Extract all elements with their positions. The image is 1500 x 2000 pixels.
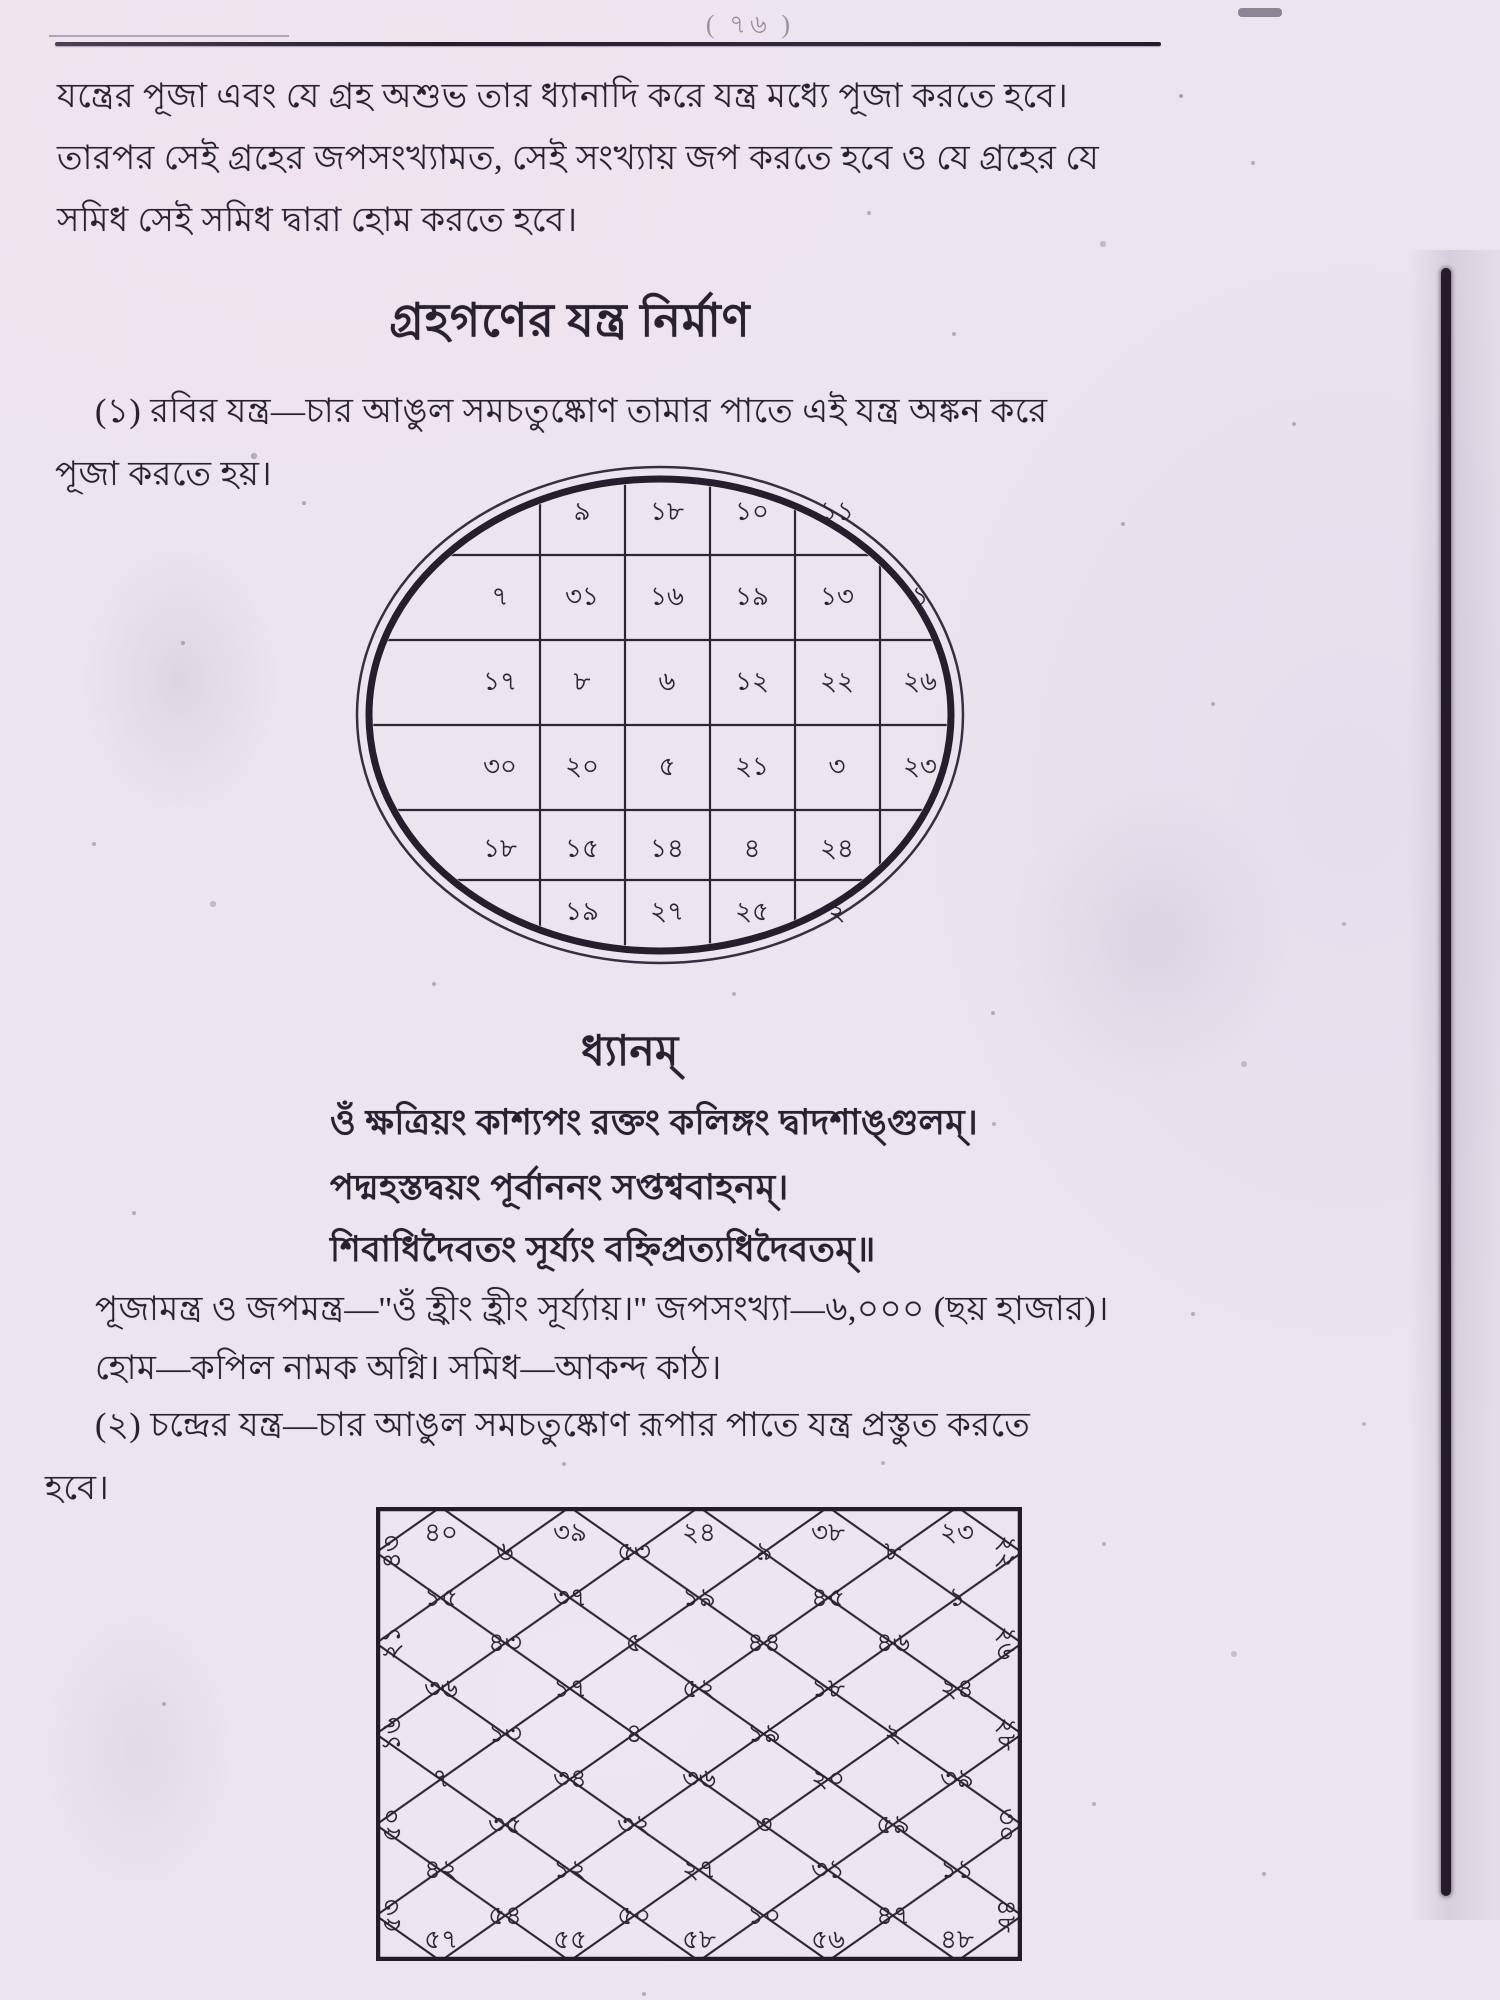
moon-yantra-diagram [376,1507,1022,1961]
yantra-number: ৫০ [617,1901,651,1930]
yantra-number: ১৮ [650,497,684,526]
scan-smudge [80,540,280,820]
yantra-number: ৪৫ [811,1583,845,1612]
dhyanam-heading: ধ্যানম্ [581,1029,679,1075]
yantra-number: ১৪ [650,834,684,863]
yantra-number: ২ [884,1719,902,1748]
yantra-number: ১৫ [565,834,599,863]
yantra-number: ২৪ [682,1518,716,1547]
yantra-number: ৪ [743,834,761,863]
yantra-number: ২১ [377,1626,406,1660]
yantra-number: ১ [911,582,929,611]
yantra-number: ১৬ [377,1717,406,1751]
intro-line-3: সমিধ সেই সমিধ দ্বারা হোম করতে হবে। [57,202,578,239]
yantra-number: ৪২ [424,1855,458,1884]
yantra-number: ৩৪ [553,1764,587,1793]
yantra-number: ১৯ [682,1583,716,1612]
yantra-number: ১৭ [553,1674,587,1703]
yantra-number: ১৭ [483,667,517,696]
yantra-number: ১ [948,1583,966,1612]
scan-noise-speckles [0,0,2,2]
page-number: ( ৭৬ ) [705,10,795,39]
yantra-number: ১৮ [811,1674,845,1703]
yantra-number: ১৯ [565,897,599,926]
yantra-number: ৩০ [992,1808,1021,1842]
yantra-number: ১১ [940,1855,974,1884]
intro-line-2: তারপর সেই গ্রহের জপসংখ্যামত, সেই সংখ্যায় জপ করতে হবে ও যে গ্রহের যে [57,140,1100,177]
yantra-number: ৩৬ [424,1674,458,1703]
yantra-number: ৫৬ [811,1925,845,1954]
yantra-number: ৪৩ [488,1628,522,1657]
yantra-number: ২৩ [940,1518,974,1547]
yantra-number: ২৬ [903,667,937,696]
yantra-number: ২ [828,897,846,926]
yantra-number: ২৪ [940,1674,974,1703]
yantra-number: ১২ [735,667,769,696]
yantra-number: ৪৮ [992,1899,1021,1933]
dhyanam-line-3: শিবাধিদৈবতং সূর্য্যং বহ্নিপ্রত্যধিদৈবতম্॥ [330,1230,876,1269]
yantra-number: ৩০ [483,752,517,781]
yantra-number: ২৭ [650,897,684,926]
yantra-number: ৬ [658,667,676,696]
yantra-number: ৫৩ [617,1537,651,1566]
yantra-number: ৩১ [811,1855,845,1884]
yantra-number: ৩৯ [553,1518,587,1547]
puja-mantra-line: পূজামন্ত্র ও জপমন্ত্র—''ওঁ হ্রীং হ্রীং সূর্য্যায়।'' জপসংখ্যা—৬,০০০ (ছয় হাজার)। [95,1291,1109,1328]
yantra-number: ৯ [573,497,591,526]
yantra-number: ৩৬ [682,1764,716,1793]
yantra-number: ৫২ [682,1674,716,1703]
yantra-number: ৩ [755,1810,773,1839]
yantra-number: ৩৮ [811,1518,845,1547]
yantra-number: ৪ [625,1719,643,1748]
yantra-number: ৫ [658,752,676,781]
yantra-number: ২০ [565,752,599,781]
yantra-number: ১৮ [483,834,517,863]
yantra-number: ২২ [992,1535,1021,1569]
yantra-number: ৫৮ [682,1925,716,1954]
yantra-number: ১০ [735,497,769,526]
chandra-para-line-2: হবে। [45,1470,110,1507]
yantra-number: ৮ [573,667,591,696]
yantra-number: ৪৩ [377,1535,406,1569]
yantra-number: ৩৫ [488,1810,522,1839]
yantra-number: ৩৯ [940,1764,974,1793]
yantra-number: ১৯ [747,1719,781,1748]
chandra-para-line-1: (২) চন্দ্রের যন্ত্র—চার আঙুল সমচতুষ্কোণ রূপার পাতে যন্ত্র প্রস্তুত করতে [95,1407,1031,1444]
yantra-number: ৪০ [424,1518,458,1547]
homa-samidh-line: হোম—কপিল নামক অগ্নি। সমিধ—আকন্দ কাঠ। [95,1350,722,1387]
yantra-number: ১৯ [735,582,769,611]
header-rule [55,42,1161,46]
scan-smudge [40,1600,240,1900]
yantra-number: ১৫ [424,1583,458,1612]
yantra-number: ৫ [625,1628,643,1657]
yantra-number: ১৩ [488,1719,522,1748]
yantra-number: ২৫ [735,897,769,926]
ravi-para-line-2: পূজা করতে হয়। [55,456,273,493]
yantra-number: ১০ [747,1901,781,1930]
yantra-number: ৬ [496,1537,514,1566]
yantra-number: ৫৯ [876,1810,910,1839]
yantra-number: ৭ [432,1764,450,1793]
scan-gutter-haze [1408,250,1500,1920]
scan-gutter-shadow [1441,268,1451,1896]
yantra-number: ২০ [811,1764,845,1793]
yantra-number: ৫৪ [488,1901,522,1930]
yantra-number: ২৩ [903,752,937,781]
yantra-number: ৪৬ [876,1628,910,1657]
yantra-number: ১২ [553,1855,587,1884]
yantra-number: ৩ [828,752,846,781]
yantra-number: ৪৪ [747,1628,781,1657]
yantra-number: ১৬ [650,582,684,611]
yantra-number: ৫৭ [424,1925,458,1954]
yantra-number: ৫৩ [377,1899,406,1933]
yantra-number: ২১ [735,752,769,781]
yantra-number: ৮ [884,1537,902,1566]
yantra-number: ৪৮ [940,1925,974,1954]
yantra-number: ২৮ [992,1717,1021,1751]
yantra-number: ১৩ [820,582,854,611]
sun-yantra-grid [350,460,990,970]
ravi-para-line-1: (১) রবির যন্ত্র—চার আঙুল সমচতুষ্কোণ তামার পাতে এই যন্ত্র অঙ্কন করে [95,393,1048,430]
yantra-number: ৪৭ [876,1901,910,1930]
yantra-number: ১১ [820,497,854,526]
dhyanam-line-2: পদ্মহস্তদ্বয়ং পূর্বাননং সপ্তশ্ববাহনম্। [330,1168,789,1207]
yantra-number: ৯ [755,1537,773,1566]
yantra-number: ৫৫ [553,1925,587,1954]
intro-line-1: যন্ত্রের পূজা এবং যে গ্রহ অশুভ তার ধ্যানাদি করে যন্ত্র মধ্যে পূজা করতে হবে। [57,78,1069,115]
yantra-number: ২২ [820,667,854,696]
yantra-number: ২৪ [820,834,854,863]
yantra-number: ৩২ [617,1810,651,1839]
sun-yantra-diagram [350,460,990,970]
yantra-number: ৩৭ [553,1583,587,1612]
scan-ink-smudge [1238,8,1282,17]
yantra-number: ৩১ [565,582,599,611]
yantra-number: ২৭ [682,1855,716,1884]
yantra-number: ২৬ [992,1626,1021,1660]
yantra-number: ৫০ [377,1808,406,1842]
dhyanam-line-1: ওঁ ক্ষত্রিয়ং কাশ্যপং রক্তং কলিঙ্গং দ্বাদশাঙ্গুলম্। [330,1103,979,1142]
section-heading: গ্রহগণের যন্ত্র নির্মাণ [389,295,751,346]
yantra-number: ৭ [491,582,509,611]
